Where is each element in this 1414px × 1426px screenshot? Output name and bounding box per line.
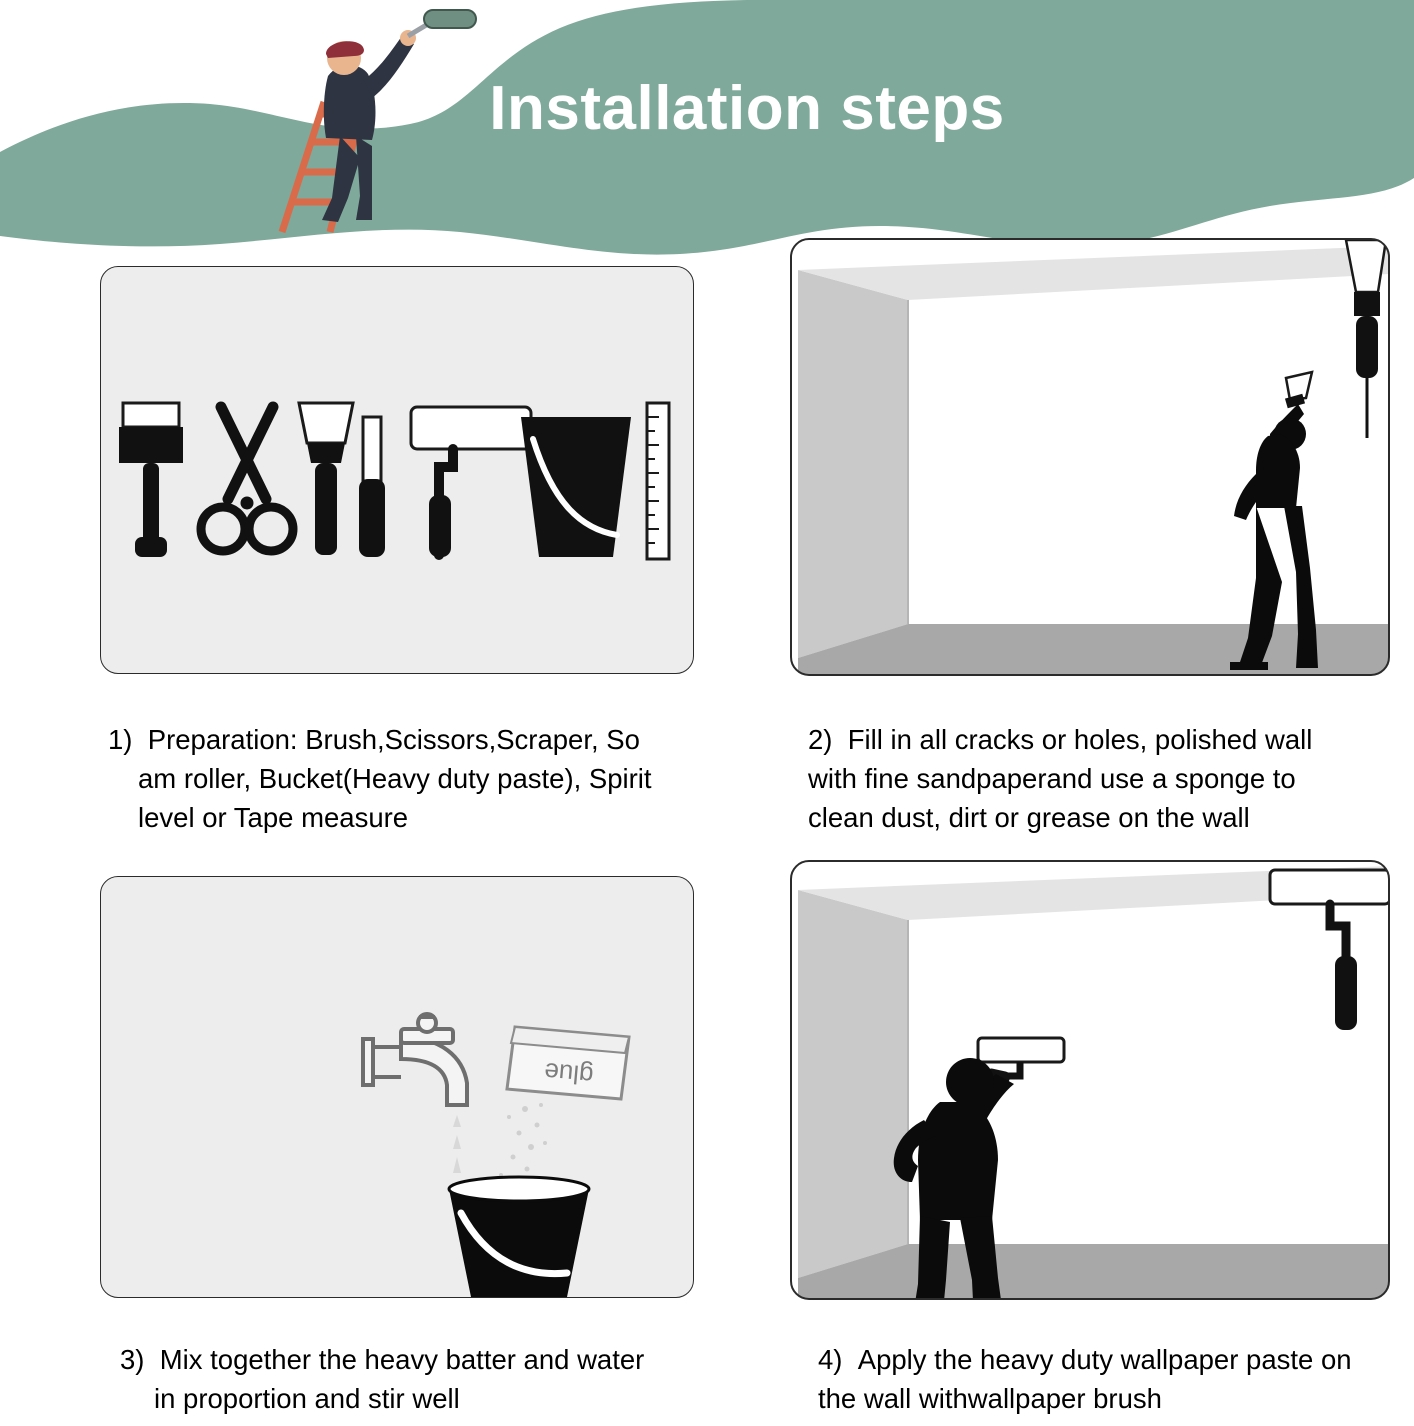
faucet-glue-bucket-icon xyxy=(101,877,693,1297)
faucet-icon xyxy=(363,1014,467,1105)
step-1-illustration xyxy=(100,266,694,674)
step-4-number: 4) xyxy=(818,1344,843,1375)
paint-roller-icon xyxy=(411,407,531,557)
person-rolling-wall-icon xyxy=(790,860,1390,1300)
scraper-icon xyxy=(299,403,353,555)
step-3-caption xyxy=(120,1340,700,1418)
step-3-line-2: in proportion and stir well xyxy=(154,1383,460,1415)
water-drops-icon xyxy=(453,1115,461,1173)
step-2-line-1: Fill in all cracks or holes, polished wall xyxy=(847,724,1313,755)
glue-bag-icon xyxy=(507,1027,629,1099)
step-2-illustration xyxy=(790,238,1390,676)
step-4-illustration xyxy=(790,860,1390,1300)
step-3-number: 3) xyxy=(120,1344,145,1375)
glue-label: glue xyxy=(542,1056,595,1092)
step-2-number: 2) xyxy=(808,724,833,755)
powder-icon xyxy=(499,1103,547,1177)
spirit-level-icon xyxy=(647,403,669,559)
putty-knife-icon xyxy=(359,417,385,557)
step-3-illustration xyxy=(100,876,694,1298)
mix-bucket-icon xyxy=(449,1177,589,1297)
header-banner xyxy=(0,0,1414,262)
tools-row-icon xyxy=(101,267,693,673)
step-4-caption xyxy=(818,1340,1398,1418)
person-scraping-wall-icon xyxy=(790,238,1390,676)
step-1-number: 1) xyxy=(108,724,133,755)
step-3-line-1: Mix together the heavy batter and water xyxy=(159,1344,645,1375)
step-2-caption xyxy=(808,720,1398,837)
step-1-line-3: level or Tape measure xyxy=(138,802,409,834)
step-1-line-2: am roller, Bucket(Heavy duty paste), Spirit xyxy=(138,763,652,795)
brush-icon xyxy=(119,403,183,557)
page-title: Installation steps xyxy=(489,74,1005,143)
step-1-line-1: Preparation: Brush,Scissors,Scraper, So xyxy=(147,724,640,755)
step-4-line-1: Apply the heavy duty wallpaper paste on xyxy=(857,1344,1352,1375)
step-2-line-2: with fine sandpaperand use a sponge to xyxy=(808,763,1296,795)
step-1-caption xyxy=(108,720,708,837)
step-4-line-2: the wall withwallpaper brush xyxy=(818,1383,1162,1415)
step-2-line-3: clean dust, dirt or grease on the wall xyxy=(808,802,1250,834)
scissors-icon xyxy=(201,407,293,551)
bucket-icon xyxy=(521,417,631,557)
